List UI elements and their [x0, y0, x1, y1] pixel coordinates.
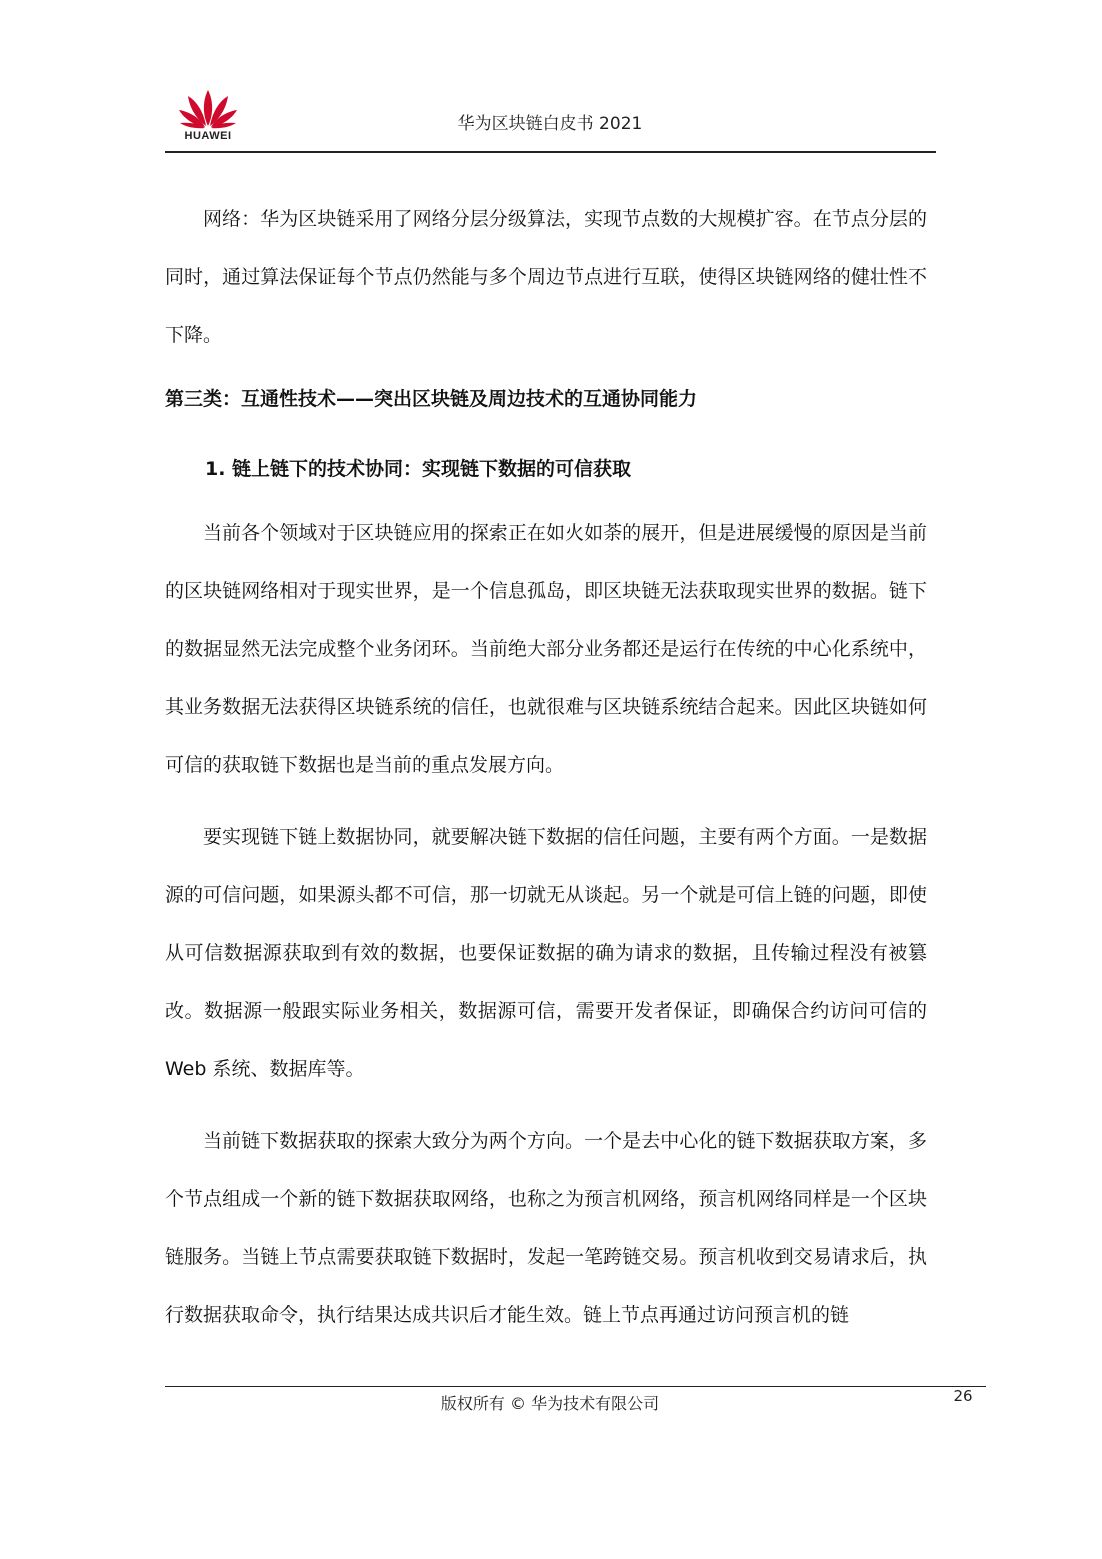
section-heading: 第三类：互通性技术——突出区块链及周边技术的互通协同能力: [165, 388, 698, 410]
header-divider: [165, 151, 936, 153]
footer-copyright: 版权所有 © 华为技术有限公司: [440, 1394, 660, 1413]
document-header-title: 华为区块链白皮书 2021: [457, 114, 643, 134]
subsection-heading: 1. 链上链下的技术协同：实现链下数据的可信获取: [205, 458, 632, 480]
footer-divider: [165, 1386, 986, 1387]
huawei-flower-icon: [176, 86, 240, 130]
paragraph-data-trust: 要实现链下链上数据协同，就要解决链下数据的信任问题，主要有两个方面。一是数据源的可信问题，如果源头都不可信，那一切就无从谈起。另一个就是可信上链的问题，即使从可信数据源获取到有效的数据，也要保证数据的确为请求的数据，且传输过程没有被篡改。数据源一般跟实际业务相关，数据源可信，需要开发者保证，即确保合约访问可信的 Web 系统、数据库等。: [165, 826, 927, 1080]
paragraph-offchain-intro: 当前各个领域对于区块链应用的探索正在如火如荼的展开，但是进展缓慢的原因是当前的区块链网络相对于现实世界，是一个信息孤岛，即区块链无法获取现实世界的数据。链下的数据显然无法完成整个业务闭环。当前绝大部分业务都还是运行在传统的中心化系统中，其业务数据无法获得区块链系统的信任，也就很难与区块链系统结合起来。因此区块链如何可信的获取链下数据也是当前的重点发展方向。: [165, 522, 927, 776]
paragraph-network: 网络：华为区块链采用了网络分层分级算法，实现节点数的大规模扩容。在节点分层的同时，通过算法保证每个节点仍然能与多个周边节点进行互联，使得区块链网络的健壮性不下降。: [165, 208, 927, 346]
huawei-logo: [176, 86, 240, 144]
page-number: 26: [953, 1387, 973, 1405]
document-body: [165, 190, 927, 1344]
logo-wordmark: HUAWEI: [184, 130, 232, 142]
paragraph-oracle: 当前链下数据获取的探索大致分为两个方向。一个是去中心化的链下数据获取方案，多个节点组成一个新的链下数据获取网络，也称之为预言机网络，预言机网络同样是一个区块链服务。当链上节点需要获取链下数据时，发起一笔跨链交易。预言机收到交易请求后，执行数据获取命令，执行结果达成共识后才能生效。链上节点再通过访问预言机的链: [165, 1130, 927, 1326]
